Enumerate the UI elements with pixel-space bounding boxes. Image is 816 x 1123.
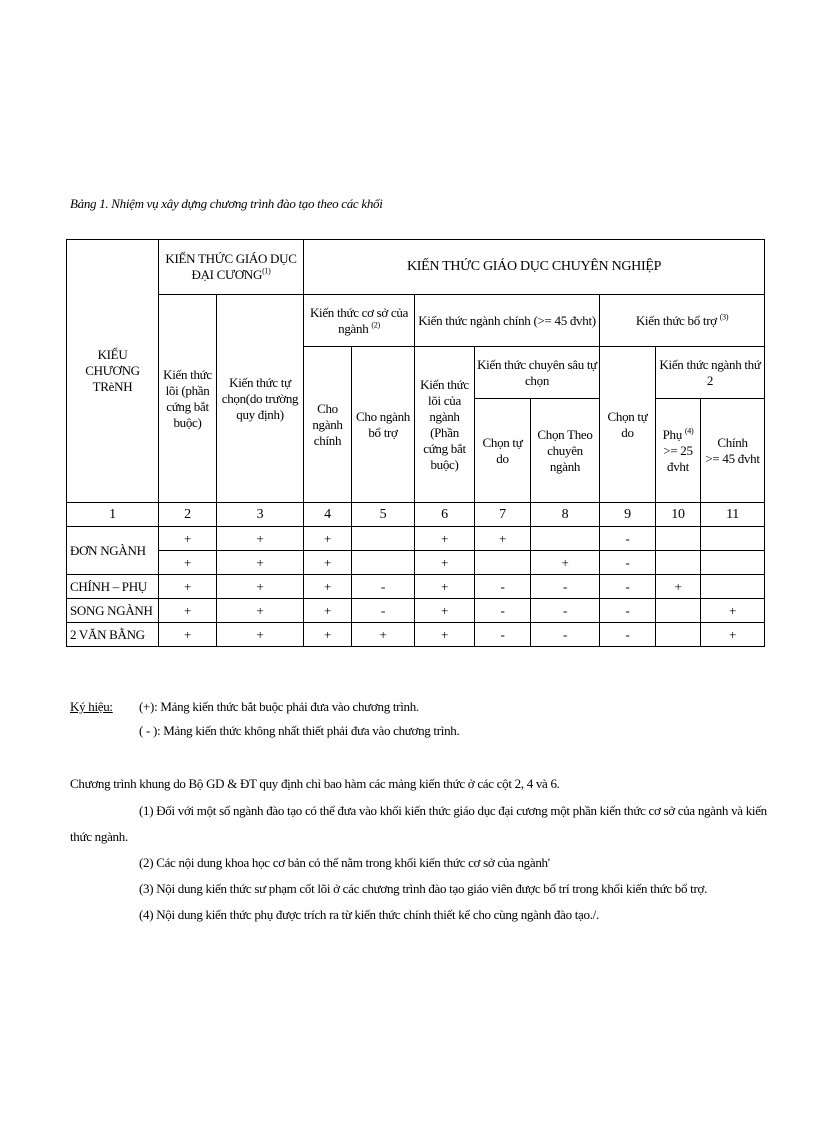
table-cell: + [304, 623, 352, 647]
specialization-choice-header: Chọn Theo chuyên ngành [531, 399, 600, 503]
table-cell [656, 527, 701, 551]
table-cell: + [304, 527, 352, 551]
curriculum-table [66, 239, 765, 647]
notes-intro: Chương trình khung do Bộ GD & ĐT quy định chỉ bao hàm các mảng kiến thức ở các cột 2, 4 và 6. [70, 776, 560, 791]
note-4: (4) Nội dung kiến thức phụ được trích ra từ kiến thức chính thiết kế cho cùng ngành đào tạo./. [139, 907, 599, 922]
table-cell [701, 575, 765, 599]
table-cell: + [217, 599, 304, 623]
table-cell: + [701, 599, 765, 623]
table-row [67, 575, 765, 599]
col-number: 11 [701, 503, 765, 527]
table-cell: + [415, 575, 475, 599]
professional-education-header: KIẾN THỨC GIÁO DỤC CHUYÊN NGHIỆP [304, 240, 765, 295]
table-cell: - [475, 575, 531, 599]
table-cell: - [600, 623, 656, 647]
table-cell: - [531, 623, 600, 647]
free-choice-header: Chọn tự do [600, 347, 656, 503]
table-cell [352, 527, 415, 551]
main-major-header: Kiến thức ngành chính (>= 45 đvht) [415, 295, 600, 347]
main-header: Chính >= 45 đvht [701, 399, 765, 503]
for-minor-major-header: Cho ngành bổ trợ [352, 347, 415, 503]
table-cell: - [531, 575, 600, 599]
col-number: 2 [159, 503, 217, 527]
table-cell: + [217, 575, 304, 599]
table-cell [701, 527, 765, 551]
table-row [67, 551, 765, 575]
table-cell: + [159, 575, 217, 599]
col-number: 4 [304, 503, 352, 527]
note-2: (2) Các nội dung khoa học cơ bản có thể nằm trong khối kiến thức cơ sở của ngành' [139, 855, 550, 870]
free-choice-sub-header: Chọn tự do [475, 399, 531, 503]
row-label: 2 VĂN BẰNG [67, 623, 159, 647]
legend-plus: (+): Mảng kiến thức bắt buộc phải đưa vào chương trình. [139, 699, 419, 714]
col-number: 5 [352, 503, 415, 527]
table-cell: + [475, 527, 531, 551]
col-number: 6 [415, 503, 475, 527]
table-cell: + [217, 623, 304, 647]
col-number: 9 [600, 503, 656, 527]
foundation-knowledge-header: Kiến thức cơ sở của ngành $^{(2)}$ [304, 295, 415, 347]
table-cell: + [304, 551, 352, 575]
table-cell: - [600, 527, 656, 551]
table-cell [656, 551, 701, 575]
table-row [67, 623, 765, 647]
row-label: ĐƠN NGÀNH [67, 527, 159, 575]
specialized-elective-header: Kiến thức chuyên sâu tự chọn [475, 347, 600, 399]
table-cell: + [701, 623, 765, 647]
row-label: CHÍNH – PHỤ [67, 575, 159, 599]
table-cell: + [217, 527, 304, 551]
table-cell: + [415, 623, 475, 647]
table-cell: - [352, 599, 415, 623]
table-cell: - [600, 551, 656, 575]
table-cell: + [159, 599, 217, 623]
second-major-header: Kiến thức ngành thứ 2 [656, 347, 765, 399]
note-3: (3) Nội dung kiến thức sư phạm cốt lõi ở các chương trình đào tạo giáo viên được bố trí trong khối kiến thức bổ trợ. [139, 881, 708, 896]
table-row [67, 527, 765, 551]
legend-minus: ( - ): Mảng kiến thức không nhất thiết phải đưa vào chương trình. [139, 723, 460, 738]
core-knowledge-header: Kiến thức lõi (phần cứng bắt buộc) [159, 295, 217, 503]
table-cell: - [531, 599, 600, 623]
table-row [67, 599, 765, 623]
table-cell: + [304, 599, 352, 623]
table-caption: Bảng 1. Nhiệm vụ xây dựng chương trình đào tạo theo các khối [70, 196, 383, 211]
table-cell: - [352, 575, 415, 599]
table-cell: + [415, 551, 475, 575]
col-number: 10 [656, 503, 701, 527]
table-cell: + [415, 527, 475, 551]
note-1: (1) Đối với một số ngành đào tạo có thể đưa vào khối kiến thức giáo dục đại cương một phần kiến thức cơ sở của ngành và kiến [139, 803, 767, 818]
for-main-major-header: Cho ngành chính [304, 347, 352, 503]
table-cell: - [475, 599, 531, 623]
table-cell: + [159, 551, 217, 575]
table-cell [701, 551, 765, 575]
table-cell: + [304, 575, 352, 599]
table-cell: + [217, 551, 304, 575]
table-cell [352, 551, 415, 575]
table-cell: + [159, 623, 217, 647]
note-1-continued: thức ngành. [70, 829, 128, 844]
legend-title: Ký hiệu: [70, 699, 113, 714]
table-cell [475, 551, 531, 575]
table-cell [656, 599, 701, 623]
table-cell: - [475, 623, 531, 647]
table-cell: + [415, 599, 475, 623]
table-cell [531, 527, 600, 551]
row-label: SONG NGÀNH [67, 599, 159, 623]
table-cell: + [352, 623, 415, 647]
table-cell [656, 623, 701, 647]
general-education-header: KIẾN THỨC GIÁO DỤC ĐẠI CƯƠNG$^{(1)}$ [159, 240, 304, 295]
major-core-header: Kiến thức lõi của ngành (Phần cứng bắt buộc) [415, 347, 475, 503]
table-cell: + [159, 527, 217, 551]
table-cell: + [656, 575, 701, 599]
col-number: 3 [217, 503, 304, 527]
table-cell: - [600, 575, 656, 599]
col-number: 8 [531, 503, 600, 527]
col-number: 1 [67, 503, 159, 527]
minor-header: Phụ $^{(4)}$ >= 25 đvht [656, 399, 701, 503]
col-number: 7 [475, 503, 531, 527]
table-cell: + [531, 551, 600, 575]
program-type-header: KIỂU CHƯƠNG TRèNH [67, 240, 159, 503]
supplementary-header: Kiến thức bổ trợ $^{(3)}$ [600, 295, 765, 347]
table-cell: - [600, 599, 656, 623]
elective-knowledge-header: Kiến thức tự chọn(do trường quy định) [217, 295, 304, 503]
